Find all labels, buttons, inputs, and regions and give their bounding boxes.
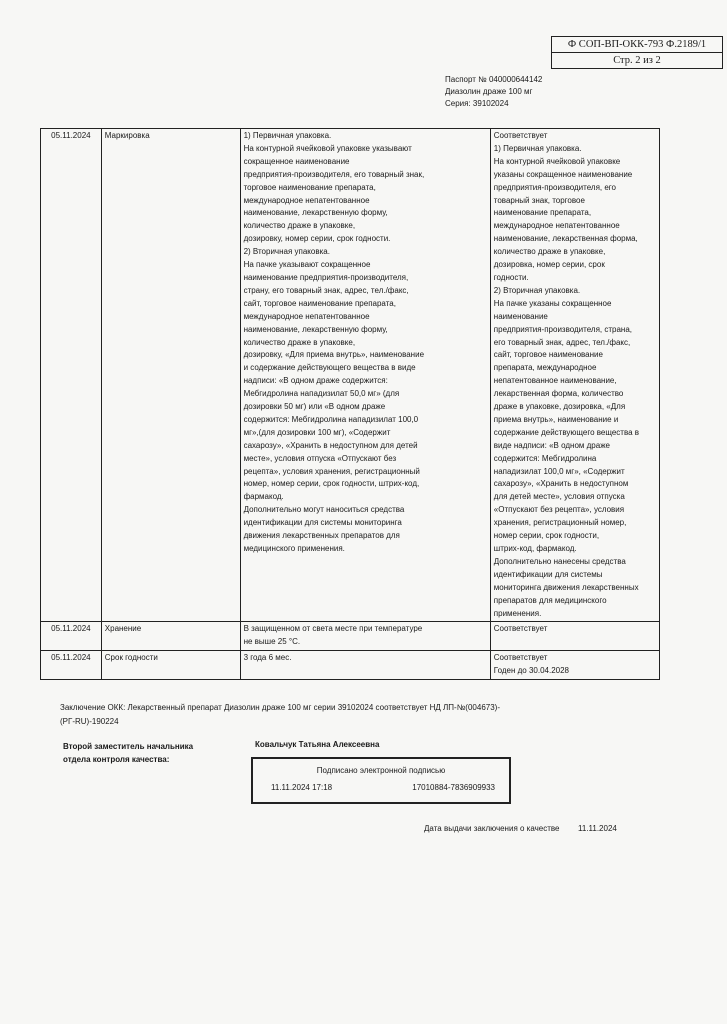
qc-conclusion	[60, 701, 580, 729]
table-row	[41, 622, 660, 651]
signature-caption: Подписано электронной подписью	[316, 766, 446, 775]
text-line: содержится: Мебгидролина нападизилат 100,0	[243, 414, 419, 424]
row-requirement	[240, 622, 490, 651]
text-line: применения.	[493, 608, 542, 618]
text-line: нападизилат 100,0 мг», «Содержит	[493, 466, 625, 476]
text-line: «Отпускают без рецепта», условия	[493, 505, 625, 515]
text-line: годности.	[493, 272, 529, 282]
row-date: 05.11.2024	[41, 622, 102, 651]
signer-name: Ковальчук Татьяна Алексеевна	[255, 740, 380, 749]
text-line: наименование, лекарственную форму,	[243, 324, 388, 334]
text-line: медицинского применения.	[243, 544, 345, 553]
text-line: предприятия-производителя, его	[493, 182, 616, 192]
text-line: содержится: Мебгидролина	[493, 453, 597, 463]
row-result	[490, 129, 659, 622]
text-line: дозировку, номер серии, срок годности.	[243, 234, 391, 244]
text-line: количество драже в упаковке,	[243, 337, 356, 347]
row-result	[490, 622, 659, 651]
text-line: мониторинга движения лекарственных	[493, 582, 639, 592]
text-line: сайт, торговое наименование	[493, 350, 603, 360]
text-line: штрих-код, фармакод.	[493, 544, 577, 553]
text-line: фармакод.	[243, 492, 284, 502]
text-line: страну, его товарный знак, адрес, тел./факс,	[243, 285, 409, 295]
row-indicator: Маркировка	[101, 129, 240, 622]
row-result	[490, 651, 659, 680]
text-line: для детей месте», условия отпуска	[493, 492, 625, 502]
table-row	[41, 651, 660, 680]
text-line: сахарозу», «Хранить в недоступном для детей	[243, 440, 418, 450]
electronic-signature-stamp	[251, 757, 511, 804]
text-line: препаратов для медицинского	[493, 595, 607, 605]
page-number: Стр. 2 из 2	[552, 52, 722, 68]
row-date: 05.11.2024	[41, 651, 102, 680]
text-line: 2) Вторичная упаковка.	[243, 247, 330, 257]
text-line: содержание действующего вещества в	[493, 427, 640, 437]
text-line: идентификации для системы мониторинга	[243, 518, 402, 528]
text-line: надписи: «В одном драже содержится:	[243, 376, 388, 386]
text-line: и содержание действующего вещества в виде	[243, 363, 416, 373]
text-line: На контурной ячейковой упаковке указывают	[243, 143, 412, 153]
text-line: Годен до 30.04.2028	[493, 666, 569, 676]
text-line: непатентованное наименование,	[493, 376, 617, 386]
text-line: наименование препарата,	[493, 208, 592, 218]
series-number: Серия: 39102024	[445, 99, 509, 108]
text-line: количество драже в упаковке,	[243, 221, 356, 231]
text-line: лекарственная форма, количество	[493, 389, 624, 399]
text-line: виде надписи: «В одном драже	[493, 440, 610, 450]
text-line: 1) Первичная упаковка.	[243, 131, 332, 140]
text-line: 3 года 6 мес.	[243, 653, 292, 663]
text-line: дозировки 50 мг) или «В одном драже	[243, 402, 386, 412]
text-line: международное непатентованное	[493, 221, 620, 231]
passport-number: Паспорт № 040000644142	[445, 75, 543, 84]
text-line: торговое наименование препарата,	[243, 182, 376, 192]
text-line: наименование	[493, 311, 548, 321]
text-line: товарный знак, торговое	[493, 195, 585, 205]
text-line: сайт, торговое наименование препарата,	[243, 298, 396, 308]
text-line: мг»,(для дозировки 100 мг), «Содержит	[243, 427, 391, 437]
document-meta	[445, 74, 542, 110]
text-line: номер серии, срок годности,	[493, 531, 600, 541]
text-line: Мебгидролина нападизилат 50,0 мг» (для	[243, 389, 400, 399]
text-line: На пачке указаны сокращенное	[493, 298, 612, 308]
text-line: наименование, лекарственную форму,	[243, 208, 388, 218]
table-row	[41, 129, 660, 622]
signature-datetime: 11.11.2024 17:18	[271, 783, 333, 792]
form-code: Ф СОП-ВП-ОКК-793 Ф.2189/1	[567, 39, 707, 50]
text-line: наименование предприятия-производителя,	[243, 272, 409, 282]
text-line: На пачке указывают сокращенное	[243, 260, 371, 270]
signer-position	[63, 740, 193, 766]
text-line: В защищенном от света месте при температуре	[243, 624, 423, 634]
text-line: 1) Первичная упаковка.	[493, 143, 582, 153]
text-line: предприятия-производителя, страна,	[493, 324, 633, 334]
results-table	[40, 128, 660, 680]
text-line: сокращенное наименование	[243, 156, 350, 166]
text-line: приема внутрь», наименование и	[493, 414, 619, 424]
text-line: международное непатентованное	[243, 311, 370, 321]
text-line: его товарный знак, адрес, тел./факс,	[493, 337, 631, 347]
text-line: наименование, лекарственная форма,	[493, 234, 638, 244]
text-line: хранения, регистрационный номер,	[493, 518, 627, 528]
text-line: номер, номер серии, срок годности, штрих-код,	[243, 479, 420, 489]
signer-position-line: отдела контроля качества:	[63, 755, 170, 764]
signer-position-line: Второй заместитель начальника	[63, 742, 194, 751]
text-line: движения лекарственных препаратов для	[243, 531, 400, 541]
product-name: Диазолин драже 100 мг	[445, 87, 533, 96]
document-code-box	[551, 36, 723, 69]
signature-number: 17010884-7836909933	[412, 783, 495, 792]
text-line: Соответствует	[493, 131, 548, 140]
row-requirement	[240, 129, 490, 622]
issue-date-label: Дата выдачи заключения о качестве	[424, 824, 560, 833]
text-line: препарата, международное	[493, 363, 597, 373]
text-line: месте», условия отпуска «Отпускают без	[243, 453, 397, 463]
conclusion-line: (РГ-RU)-190224	[60, 717, 119, 726]
text-line: дозировку, «Для приема внутрь», наименование	[243, 350, 425, 360]
text-line: указаны сокращенное наименование	[493, 169, 633, 179]
text-line: сахарозу», «Хранить в недоступном	[493, 479, 629, 489]
text-line: количество драже в упаковке,	[493, 247, 606, 257]
conclusion-line: Заключение ОКК: Лекарственный препарат Диазолин драже 100 мг серии 39102024 соответствует НД ЛП-№(004673)-	[60, 703, 500, 712]
text-line: Соответствует	[493, 624, 548, 634]
text-line: рецепта», условия хранения, регистрационный	[243, 466, 420, 476]
row-indicator: Срок годности	[101, 651, 240, 680]
text-line: идентификации для системы	[493, 569, 603, 579]
text-line: Дополнительно нанесены средства	[493, 556, 626, 566]
text-line: дозировка, номер серии, срок	[493, 260, 605, 270]
text-line: На контурной ячейковой упаковке	[493, 156, 621, 166]
row-date: 05.11.2024	[41, 129, 102, 622]
text-line: Соответствует	[493, 653, 548, 663]
text-line: 2) Вторичная упаковка.	[493, 285, 581, 295]
row-requirement	[240, 651, 490, 680]
text-line: не выше 25 °С.	[243, 637, 301, 647]
issue-date: 11.11.2024	[578, 824, 617, 833]
row-indicator: Хранение	[101, 622, 240, 651]
text-line: международное непатентованное	[243, 195, 370, 205]
text-line: драже в упаковке, дозировка, «Для	[493, 402, 626, 412]
text-line: Дополнительно могут наноситься средства	[243, 505, 405, 515]
text-line: предприятия-производителя, его товарный знак,	[243, 169, 425, 179]
